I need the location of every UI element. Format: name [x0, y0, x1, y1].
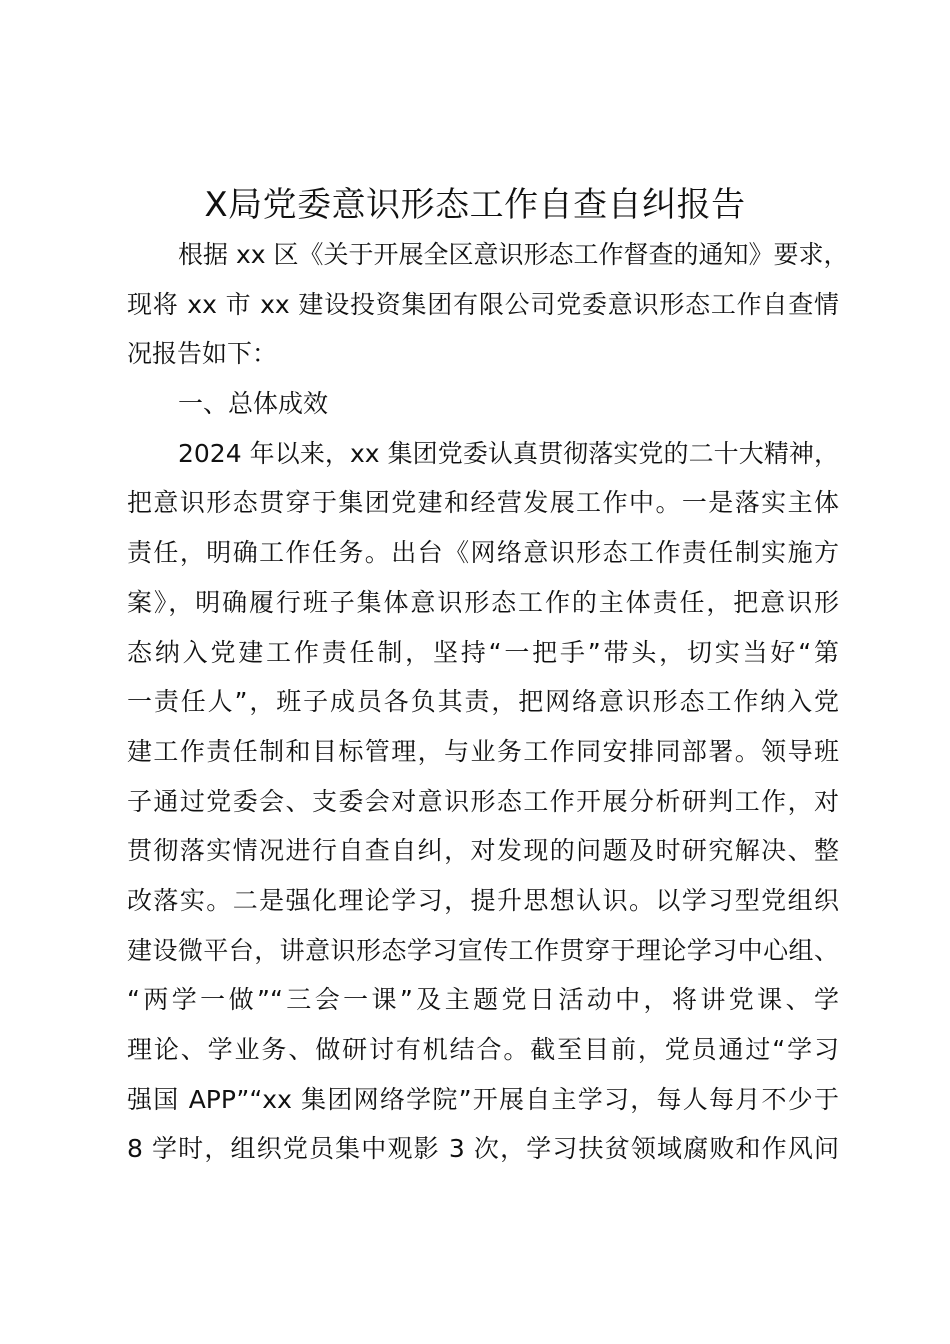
section-heading: 一、总体成效	[178, 389, 329, 419]
paragraph-line: 强国 APP”“xx 集团网络学院”开展自主学习，每人每月不少于	[127, 1084, 839, 1114]
paragraph-line: 贯彻落实情况进行自查自纠，对发现的问题及时研究解决、整	[127, 836, 839, 866]
paragraph-line: 现将 xx 市 xx 建设投资集团有限公司党委意识形态工作自查情	[127, 289, 839, 319]
paragraph-line: 态纳入党建工作责任制，坚持“一把手”带头，切实当好“第	[127, 637, 839, 667]
paragraph-line: 子通过党委会、支委会对意识形态工作开展分析研判工作，对	[127, 786, 839, 816]
paragraph-line: 理论、学业务、做研讨有机结合。截至目前，党员通过“学习	[127, 1035, 839, 1064]
document-title: X局党委意识形态工作自查自纠报告	[204, 185, 746, 225]
paragraph-line: 把意识形态贯穿于集团党建和经营发展工作中。一是落实主体	[127, 488, 839, 518]
paragraph-line: 一责任人”，班子成员各负其责，把网络意识形态工作纳入党	[127, 687, 839, 717]
paragraph-line: 况报告如下：	[127, 339, 278, 369]
paragraph-line: 案》，明确履行班子集体意识形态工作的主体责任，把意识形	[127, 587, 839, 617]
paragraph-line: 建设微平台，讲意识形态学习宣传工作贯穿于理论学习中心组、	[127, 935, 839, 965]
document-body	[127, 230, 849, 1174]
paragraph-line: 根据 xx 区《关于开展全区意识形态工作督查的通知》要求，	[178, 240, 849, 269]
paragraph-line: 责任，明确工作任务。出台《网络意识形态工作责任制实施方	[127, 538, 839, 568]
paragraph-line: 建工作责任制和目标管理，与业务工作同安排同部署。领导班	[127, 736, 839, 766]
paragraph-line: 2024 年以来，xx 集团党委认真贯彻落实党的二十大精神，	[178, 438, 839, 468]
paragraph-line: 8 学时，组织党员集中观影 3 次，学习扶贫领域腐败和作风问	[127, 1134, 839, 1164]
paragraph-line: 改落实。二是强化理论学习，提升思想认识。以学习型党组织	[127, 885, 839, 915]
paragraph-line: “两学一做”“三会一课”及主题党日活动中，将讲党课、学	[127, 985, 839, 1015]
